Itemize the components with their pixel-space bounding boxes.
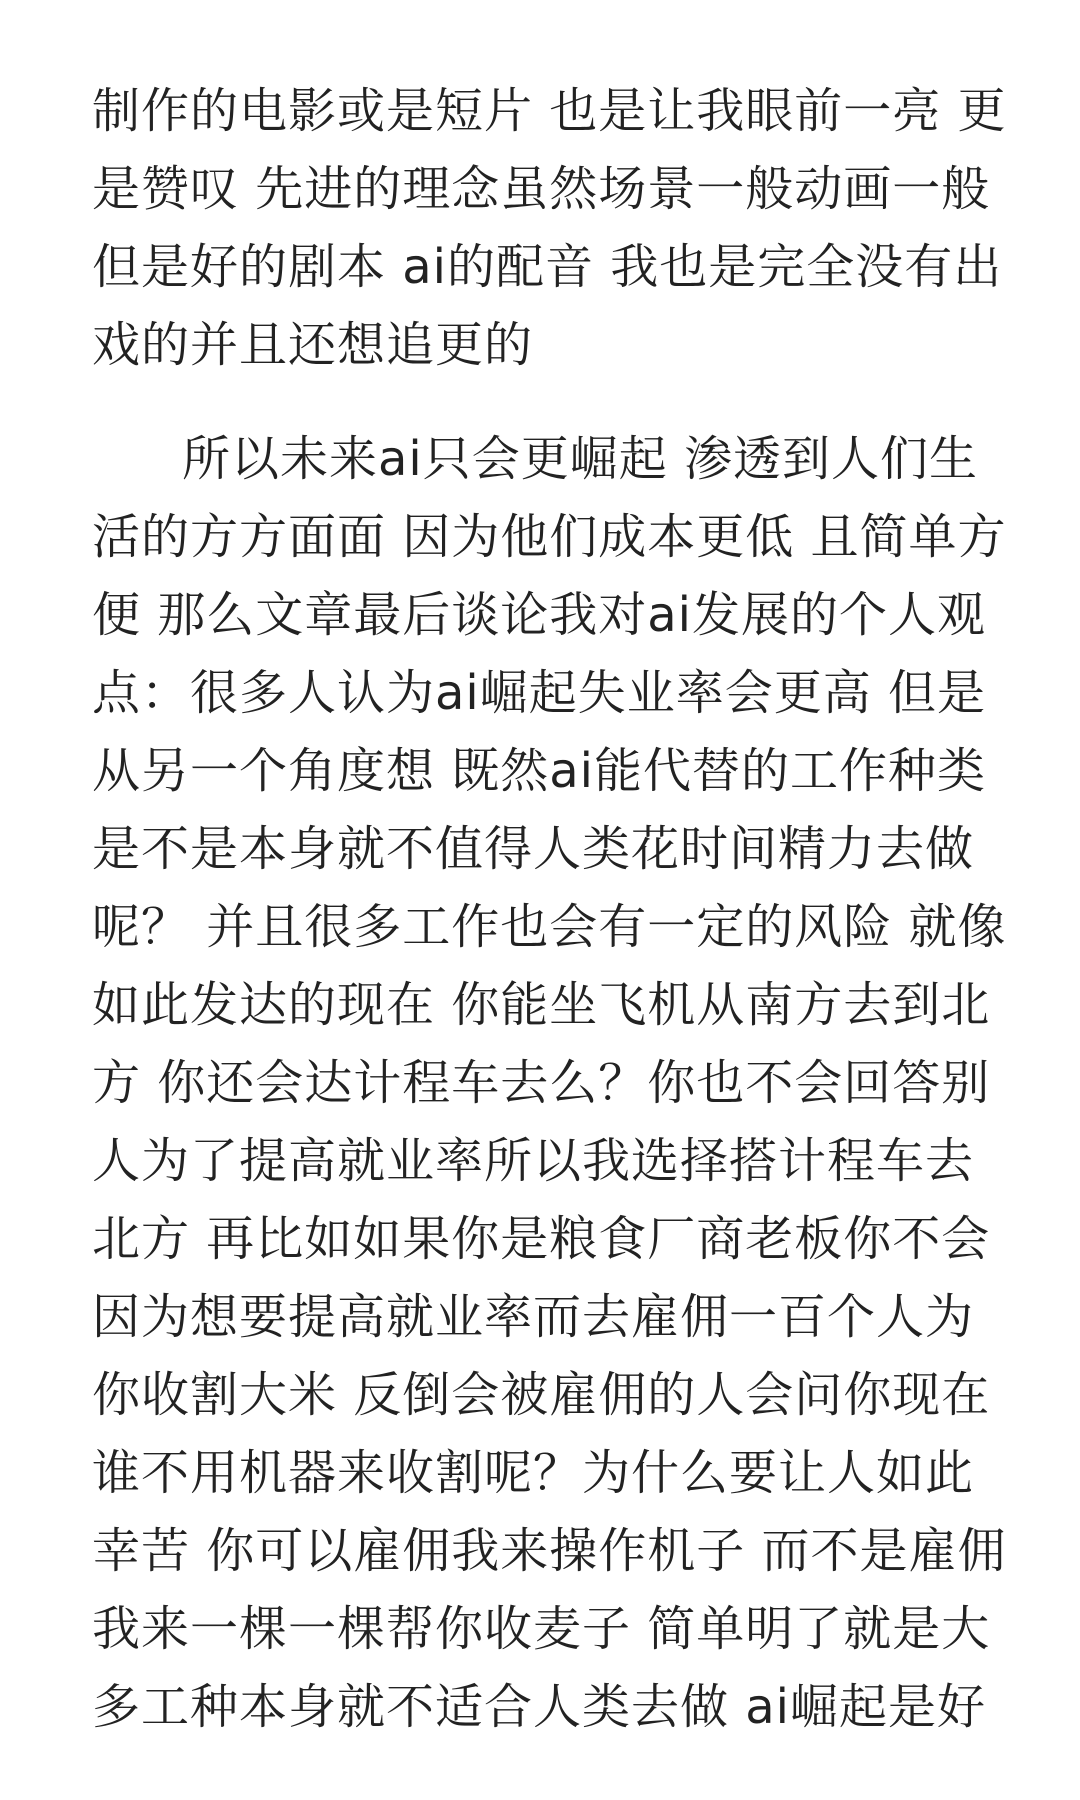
article-body	[92, 72, 1007, 1746]
text-line: 人为了提高就业率所以我选择搭计程车去	[92, 1133, 975, 1189]
text-line: 多工种本身就不适合人类去做 ai崛起是好	[92, 1679, 987, 1735]
text-line: 点：很多人认为ai崛起失业率会更高 但是	[92, 665, 987, 721]
text-line: 北方 再比如如果你是粮食厂商老板你不会	[92, 1211, 991, 1267]
text-line: 所以未来ai只会更崛起 渗透到人们生	[182, 431, 979, 487]
text-line: 谁不用机器来收割呢？为什么要让人如此	[92, 1445, 975, 1501]
text-line: 因为想要提高就业率而去雇佣一百个人为	[92, 1289, 975, 1345]
text-line: 便 那么文章最后谈论我对ai发展的个人观	[92, 587, 987, 643]
text-line: 我来一棵一棵帮你收麦子 简单明了就是大	[92, 1601, 991, 1657]
paragraph-1	[92, 72, 1007, 384]
text-line: 戏的并且还想追更的	[92, 317, 534, 373]
text-line: 从另一个角度想 既然ai能代替的工作种类	[92, 743, 987, 799]
text-line: 但是好的剧本 ai的配音 我也是完全没有出	[92, 239, 1003, 295]
text-line: 方 你还会达计程车去么？你也不会回答别	[92, 1055, 991, 1111]
text-line: 你收割大米 反倒会被雇佣的人会问你现在	[92, 1367, 991, 1423]
text-line: 是不是本身就不值得人类花时间精力去做	[92, 821, 975, 877]
paragraph-spacer	[92, 384, 992, 420]
text-line: 呢？ 并且很多工作也会有一定的风险 就像	[92, 899, 1007, 955]
text-line: 制作的电影或是短片 也是让我眼前一亮 更	[92, 83, 1007, 139]
text-line: 幸苦 你可以雇佣我来操作机子 而不是雇佣	[92, 1523, 1007, 1579]
text-line: 活的方方面面 因为他们成本更低 且简单方	[92, 509, 1007, 565]
paragraph-2	[92, 420, 1007, 1746]
text-line: 如此发达的现在 你能坐飞机从南方去到北	[92, 977, 991, 1033]
text-line: 是赞叹 先进的理念虽然场景一般动画一般	[92, 161, 991, 217]
